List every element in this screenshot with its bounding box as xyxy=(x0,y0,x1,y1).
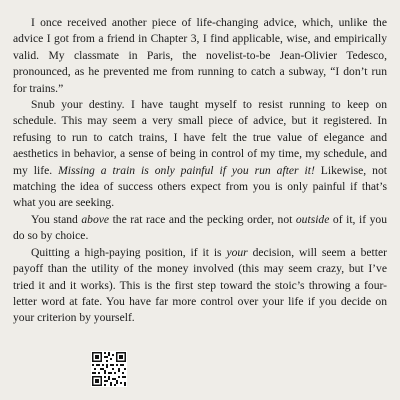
paragraph-2-italic: Missing a train is only painful if you run after it! xyxy=(58,163,315,177)
document-page xyxy=(13,15,387,327)
paragraph-2 xyxy=(13,97,387,212)
paragraph-3 xyxy=(13,212,387,245)
paragraph-3-text-c: of it, if you do so by choice. xyxy=(13,212,387,243)
paragraph-2-text-a: Snub your destiny. I have taught myself to resist running to keep on schedule. This may seem a very small piece of advice, but it registered. In refusing to run to catch trains, I have felt the true value of elegance and aesthetics in behavior, a sense of being in control of my time, my schedule, and my life. xyxy=(13,98,387,177)
paragraph-4-italic-your: your xyxy=(226,245,248,259)
paragraph-2-text-b: Likewise, not matching the idea of success others expect from you is only painful if that’s what you are seeking. xyxy=(13,163,387,210)
paragraph-4-text-a: Quitting a high-paying position, if it is xyxy=(31,245,227,259)
paragraph-1-text: I once received another piece of life-changing advice, which, unlike the advice I got from a friend in Chapter 3, I find applicable, wise, and empirically valid. My classmate in Paris, the novelist-to-be Jean-Olivier Tedesco, pronounced, as he prevented me from running to catch a subway, “I don’t run for trains.” xyxy=(13,16,387,95)
paragraph-1 xyxy=(13,15,387,97)
paragraph-3-text-a: You stand xyxy=(31,212,82,226)
paragraph-3-text-b: the rat race and the pecking order, not xyxy=(109,212,296,226)
paragraph-4-text-b: decision, will seem a better payoff than the utility of the money involved (this may seem crazy, but I’ve tried it and it works). This is the first step toward the stoic’s throwing a four-letter word at fate. You have far more control over your life if you decide on your criterion by yourself. xyxy=(13,245,387,325)
paragraph-3-italic-above: above xyxy=(81,212,110,226)
paragraph-4 xyxy=(13,245,387,327)
paragraph-3-italic-outside: outside xyxy=(295,212,330,226)
qr-code-graphic xyxy=(91,351,127,387)
qr-code-icon xyxy=(91,351,127,387)
